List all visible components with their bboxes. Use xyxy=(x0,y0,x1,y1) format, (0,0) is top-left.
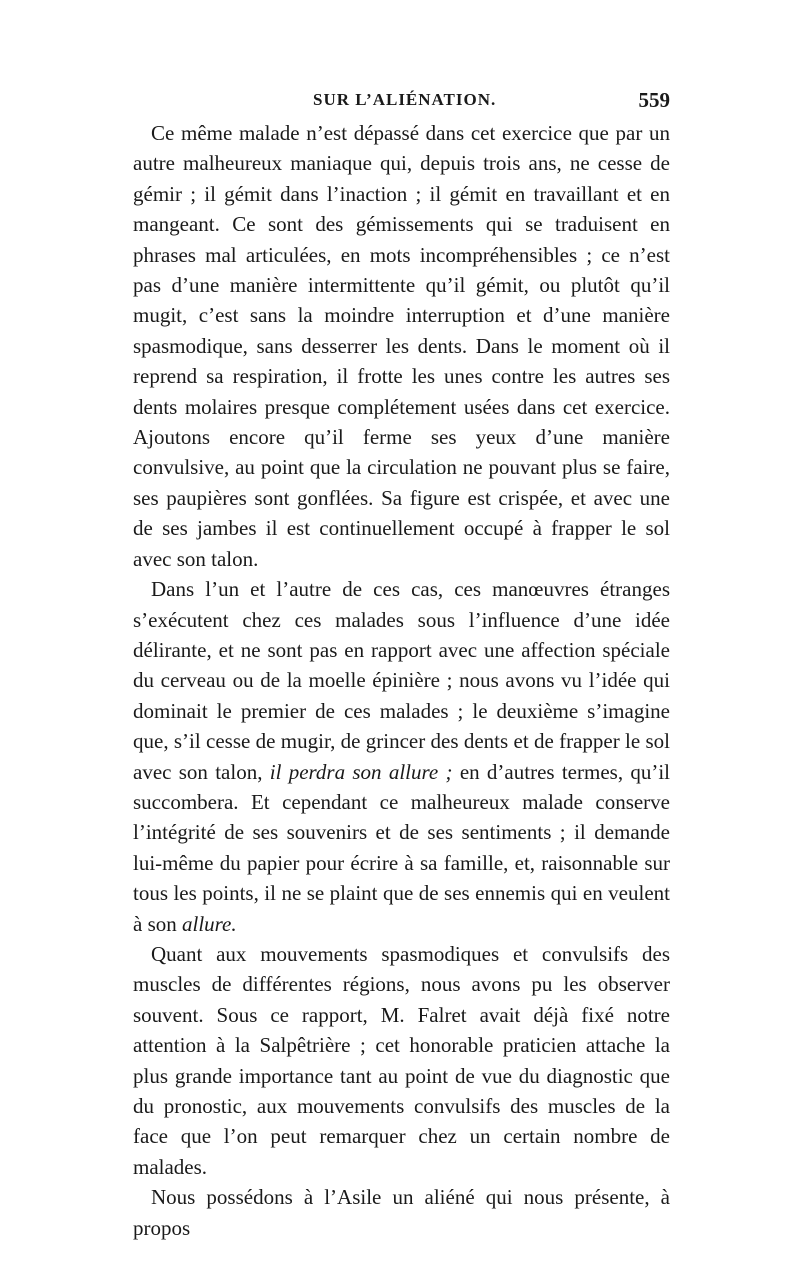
paragraph-2-text-a: Dans l’un et l’autre de ces cas, ces manœuvres étranges s’exécutent chez ces malades sous l’influence d’une idée délirante, et ne sont pas en rapport avec une affection spéciale du cerveau ou de la moelle épinière ; nous avons vu l’idée qui dominait le premier de ces malades ; le deuxième s’imagine que, s’il cesse de mugir, de grincer des dents et de frapper le sol avec son talon, xyxy=(133,577,670,784)
paragraph-1-text: Ce même malade n’est dépassé dans cet exercice que par un autre malheureux maniaque qui, depuis trois ans, ne cesse de gémir ; il gémit dans l’inaction ; il gémit en travaillant et en mangeant. Ce sont des gémissements qui se traduisent en phrases mal articulées, en mots incompréhensibles ; ce n’est pas d’une manière intermittente qu’il gémit, ou plutôt qu’il mugit, c’est sans la moindre interruption et d’une manière spasmodique, sans desserrer les dents. Dans le moment où il reprend sa respiration, il frotte les unes contre les autres ses dents molaires presque complétement usées dans cet exercice. Ajoutons encore qu’il ferme ses yeux d’une manière convulsive, au point que la circulation ne pouvant plus se faire, ses paupières sont gonflées. Sa figure est crispée, et avec une de ses jambes il est continuellement occupé à frapper le sol avec son talon. xyxy=(133,121,670,571)
page-number: 559 xyxy=(638,88,670,112)
paragraph-4 xyxy=(133,1182,670,1243)
book-page xyxy=(133,88,670,1243)
paragraph-2-italic-a: il perdra son allure ; xyxy=(269,759,453,784)
paragraph-2-text-b: en d’autres termes, qu’il succombera. Et cependant ce malheureux malade conserve l’intégrité de ses souvenirs et de ses sentiments ; il demande lui-même du papier pour écrire à sa famille, et, raisonnable sur tous les points, il ne se plaint que de ses ennemis qui en veulent à son xyxy=(133,759,671,936)
running-title: SUR L’ALIÉNATION. xyxy=(313,90,497,109)
paragraph-1 xyxy=(133,118,670,574)
paragraph-3 xyxy=(133,939,670,1182)
running-head xyxy=(133,88,670,118)
paragraph-2-italic-b: allure. xyxy=(182,911,237,936)
paragraph-2 xyxy=(133,574,670,939)
paragraph-4-text: Nous possédons à l’Asile un aliéné qui nous présente, à propos xyxy=(133,1185,670,1240)
paragraph-3-text: Quant aux mouvements spasmodiques et convulsifs des muscles de différentes régions, nous avons pu les observer souvent. Sous ce rapport, M. Falret avait déjà fixé notre attention à la Salpêtrière ; cet honorable praticien attache la plus grande importance tant au point de vue du diagnostic que du pronostic, aux mouvements convulsifs des muscles de la face que l’on peut remarquer chez un certain nombre de malades. xyxy=(133,941,670,1179)
